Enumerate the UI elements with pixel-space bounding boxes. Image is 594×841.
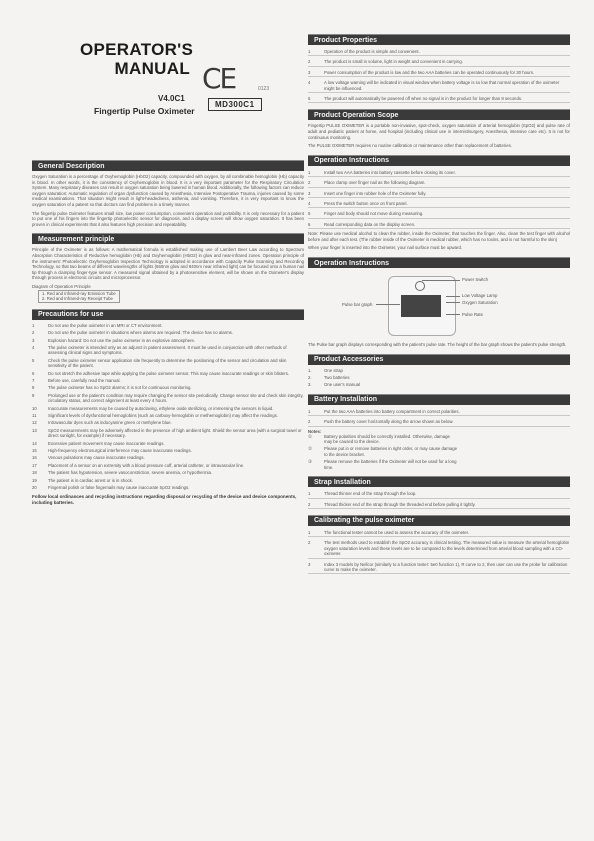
callout-oxygen-saturation: Oxygen Saturation	[462, 300, 498, 306]
operation-diagram	[32, 284, 304, 303]
list-item: 2 The test methods used to establish the SpO2 accuracy is clinical testing. The measured value is measure the arterial hemoglobin oxygen saturation levels and these levels are to be compared to the levels determined from arterial blood sampling with a CO-oximeter.	[308, 539, 570, 558]
list-item: 12 Intravascular dyes such as indocyanine green or methylene blue.	[32, 420, 172, 426]
callout-line	[446, 314, 460, 315]
list-item: 14 Excessive patient movement may cause inaccurate readings.	[32, 440, 165, 446]
list-item: 5 Check the pulse oximeter sensor application site frequently to determine the positioning of the sensor and circulation and skin sensitivity of the patient.	[32, 357, 287, 369]
list-item: 6 Read corresponding data on the display screen.	[308, 221, 570, 229]
list-item: 2 The product is small in volume, light in weight and convenient in carrying.	[308, 58, 570, 66]
power-button-icon	[415, 281, 425, 291]
properties-list	[308, 48, 570, 103]
list-item: 2 Do not use the pulse oximeter in situations where alarms are required. The device has no alarms.	[32, 330, 234, 336]
battery-notes-label: Notes:	[308, 428, 322, 434]
general-para-1: Oxygen Saturation is a percentage of Oxyhemoglobin (HbO2) capacity, compounded with oxygen, by all combinable hemoglobin (Hb) capacity in blood. In other words, it is the consistency of Oxyhemoglobin in blood. It is a very important parameter for the Respiratory Circulation System. Many respiratory diseases can result in oxygen saturation being lowered in human blood. Additionally, the following factors can reduce oxygen saturation: Automatic regulation of organ dysfunction caused by Anesthesia, Intensive Postoperative Trauma, injuries caused by some medical examinations. That situation might result in light-headedness, asthenia, and vomiting. Therefore, it is very important to know the oxygen saturation of a patient so that doctors can find problems in a timely manner.	[32, 174, 304, 207]
section-heading-properties: Product Properties	[308, 34, 570, 45]
list-item: 3. One user's manual	[308, 382, 360, 388]
list-item: ① Battery polarities should be correctly installed. Otherwise, damage may be caused to the device.	[308, 433, 450, 445]
list-item: 5 The product will automatically be powered off when no signal is in the product for longer than 8 seconds.	[308, 95, 570, 103]
list-item: 4 The pulse oximeter is intended only as an adjunct in patient assessment. It must be used in conjunction with other methods of assessing clinical signs and symptoms.	[32, 344, 287, 356]
cleaning-note: Note: Please use medical alcohol to clean the rubber, inside the Oximeter, that touches the finger. Also, clean the test finger with alcohol before and after each test. (The rubber inside of the Oximeter is medical rubber, which has no toxins, and is not harmful to the skin)	[308, 231, 570, 242]
battery-list	[308, 408, 570, 427]
list-item: ③ Please remove the batteries if the Oximeter will not be used for a long time.	[308, 459, 457, 470]
list-item: 2 Thread thicker end of the strap through the threaded end before pulling it tightly.	[308, 501, 570, 509]
list-item: 13 SpO2 measurements may be adversely affected in the presence of high ambient light. Shield the sensor area (with a surgical towel or direct sunlight, for example) if necessary.	[32, 427, 302, 439]
section-heading-battery: Battery Installation	[308, 394, 570, 405]
section-heading-measurement: Measurement principle	[32, 233, 304, 244]
version-label: V4.0C1	[158, 94, 185, 103]
callout-low-voltage: Low Voltage Lamp	[462, 293, 498, 299]
ce-code: 0123	[258, 86, 270, 92]
strap-list	[308, 490, 570, 509]
oximeter-device-icon	[388, 276, 456, 336]
section-heading-instructions: Operation Instructions	[308, 155, 570, 166]
bar-graph-para: The Pulse bar graph displays corresponding with the patient's pulse rate. The height of the bar graph shows the patient's pulse strength.	[308, 342, 567, 348]
list-item: 1. One strap	[308, 367, 343, 373]
product-name: Fingertip Pulse Oximeter	[94, 106, 195, 116]
list-item: 17 Placement of a sensor on an extremity with a blood pressure cuff, arterial catheter, or intravascular line.	[32, 462, 245, 468]
callout-line	[376, 304, 400, 305]
precautions-list	[32, 323, 304, 491]
disposal-footer: Follow local ordinances and recycling instructions regarding disposal or recycling of the device and device components, including batteries.	[32, 494, 297, 506]
title-block	[32, 34, 304, 154]
section-heading-scope: Product Operation Scope	[308, 109, 570, 120]
section-heading-accessories: Product Accessories	[308, 354, 570, 365]
scope-para-2: The PULSE OXIMETER requires no routine calibration or maintenance other than replacement of batteries.	[308, 143, 512, 149]
model-badge: MD300C1	[208, 98, 262, 111]
nail-note: When your finger is inserted into the Oximeter, your nail surface must be upward.	[308, 245, 463, 251]
list-item: 3 Index 3 models by Nellcor (similarly to a function tester: 5e0 function 1), R curve to 2, then user can use the probe for calibration curve to make the oximeter.	[308, 561, 570, 575]
list-item: 3 Explosion hazard: Do not use the pulse oximeter in an explosive atmosphere.	[32, 337, 196, 343]
list-item: 18 The patient has hypotension, severe vasoconstriction, severe anemia, or hypothermia.	[32, 470, 213, 476]
list-item: 4 Press the switch button once on front panel.	[308, 200, 570, 208]
list-item: 1 Do not use the pulse oximeter in an MRI or CT environment.	[32, 322, 163, 328]
list-item: 16 Venous pulsations may cause inaccurate readings.	[32, 455, 145, 461]
list-item: 1 Install two AAA batteries into battery cassette before closing its cover.	[308, 169, 570, 177]
display-screen-icon	[401, 295, 441, 317]
list-item: ② Please put in or remove batteries in right order, or may cause damage to the device bracket.	[308, 446, 458, 457]
list-item: 1 Operation of the product is simple and convenient.	[308, 48, 570, 56]
general-para-2: The fingertip pulse Oximeter features small size, low power consumption, convenient operation and portability. It is only necessary for a patient to put one of his fingers into the fingertip photoelectric sensor for diagnosis, and a display screen will show oxygen saturation. It has been proven in clinical experiments that it also features high precision and repeatability.	[32, 210, 304, 227]
list-item: 2. Two batteries	[308, 375, 350, 381]
calibrating-list	[308, 529, 570, 574]
list-item: 3 Power consumption of the product is low and the two AAA batteries can be operated continuously for 30 hours.	[308, 69, 570, 77]
right-column	[308, 34, 570, 576]
list-item: 3 Insert one finger into rubber hole of the Oximeter fully.	[308, 190, 570, 198]
battery-notes-list	[308, 434, 458, 470]
diagram-title: Diagram of Operation Principle	[32, 283, 91, 289]
list-item: 5 Finger and body should not move during measuring.	[308, 210, 570, 218]
list-item: 6 Do not stretch the adhesive tape while applying the pulse oximeter sensor. This may cause inaccurate readings or skin blisters.	[32, 370, 290, 376]
diagram-legend: 1. Red and Infrared-ray Emission Tube 2. Red and Infrared-ray Receipt Tube	[38, 290, 120, 303]
list-item: 7 Before use, carefully read the manual.	[32, 377, 121, 383]
list-item: 10 Inaccurate measurements may be caused by autoclaving, ethylene oxide sterilizing, or immersing the sensors in liquid.	[32, 405, 274, 411]
list-item: 8 The pulse oximeter has no SpO2 alarms; it is not for continuous monitoring.	[32, 385, 192, 391]
section-heading-instructions-2: Operation Instructions	[308, 257, 570, 268]
instructions-list	[308, 169, 570, 229]
section-heading-general: General Description	[32, 160, 304, 171]
left-column	[32, 34, 304, 506]
manual-title: OPERATOR'S MANUAL	[80, 40, 194, 78]
list-item: 1 Thread thinner end of the strap through the loop.	[308, 490, 570, 498]
callout-power-switch: Power Switch	[462, 277, 489, 283]
list-item: 19 The patient is in cardiac arrest or is in shock.	[32, 477, 134, 483]
list-item: 11 Significant levels of dysfunctional hemoglobins (such as carboxy-hemoglobin or methemoglobin) may affect the readings.	[32, 412, 278, 418]
section-heading-precautions: Precautions for use	[32, 309, 304, 320]
list-item: 2 Place clamp over finger nail as the following diagram.	[308, 179, 570, 187]
callout-line	[446, 302, 460, 303]
list-item: 9 Prolonged use or the patient's condition may require changing the sensor site periodically. Change sensor site and check skin integrity, circulatory status, and correct alignment at least every 4 hours.	[32, 392, 304, 404]
measurement-para: Principle of the Oximeter is as follows: A mathematical formula is established making use of Lambert Beer Law according to Spectrum Absorption Characteristics of Reductive hemoglobin (Hb) and Oxyhemoglobin (HbO2) in glow and near-infrared zones. Operation principle of the instrument: Photoelectric Oxyhemoglobin Inspection Technology is adopted in accordance with Capacity Pulse Scanning and Recording Technology, so that two beams of different wavelengths of lights (660nm glow and 940nm near infrared light) can be focused onto a human nail tip through a clamping finger-type sensor. A measured signal obtained by a photosensitive element, will be shown on the Oximeter's display through process in electronic circuits and microprocessor.	[32, 247, 304, 281]
section-heading-calibrating: Calibrating the pulse oximeter	[308, 515, 570, 526]
oximeter-diagram	[308, 272, 570, 336]
callout-line	[422, 280, 460, 281]
ce-mark-icon: CE	[202, 62, 236, 95]
scope-para-1: Fingertip PULSE OXIMETER is a portable non-invasive, spot-check, oxygen saturation of arterial hemoglobin (SpO2) and pulse rate of adult and pediatric patient at home, and hospital (including clinical use in internist/surgery, Anesthesia, intensive care etc). It is not for continuous monitoring.	[308, 123, 570, 140]
accessories-list	[308, 368, 570, 388]
list-item: 1 Put the two AAA batteries into battery compartment in correct polarities.	[308, 408, 570, 416]
list-item: 20 Fingernail polish or false fingernails may cause inaccurate SpO2 readings.	[32, 485, 190, 491]
list-item: 15 High-frequency electrosurgical interference may cause inaccurate readings.	[32, 448, 192, 453]
list-item: 2 Push the battery cover horizontally along the arrow shown as below.	[308, 418, 570, 426]
section-heading-strap: Strap Installation	[308, 476, 570, 487]
callout-line	[446, 296, 460, 297]
list-item: 4 A low voltage warning will be indicated in visual window when battery voltage is so low that normal operation of the oximeter might be influenced.	[308, 79, 570, 93]
callout-pulse-bar-graph: Pulse bar graph	[342, 302, 373, 308]
list-item: 1 The functional tester cannot be used to assess the accuracy of the oximeter.	[308, 529, 570, 537]
callout-pulse-rate: Pulse Rate	[462, 312, 484, 318]
